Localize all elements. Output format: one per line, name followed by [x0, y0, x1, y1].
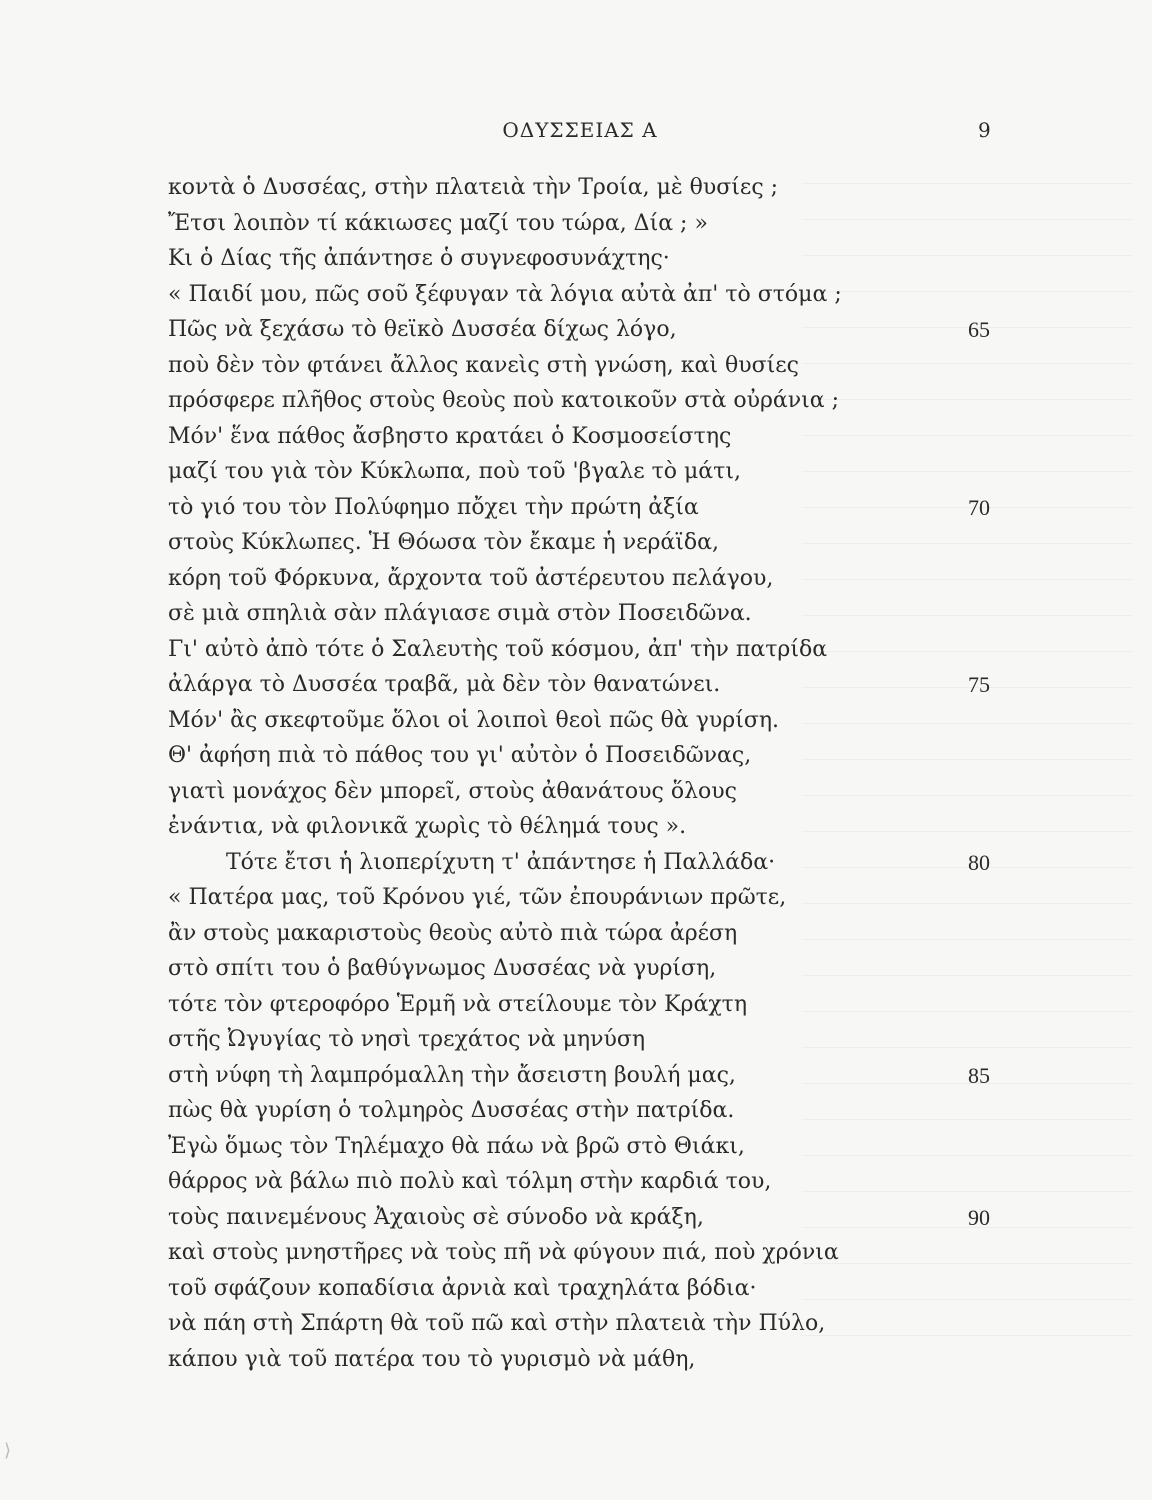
verse-line-text: πὼς θὰ γυρίση ὁ τολμηρὸς Δυσσέας στὴν πατρίδα. [168, 1098, 735, 1123]
verse-line [168, 1342, 1008, 1378]
verse-line [168, 1271, 1008, 1307]
verse-line-text: γιατὶ μονάχος δὲν μπορεῖ, στοὺς ἀθανάτους ὅλους [168, 778, 737, 804]
running-header [0, 118, 1152, 148]
verse-line [168, 454, 1008, 490]
verse-line-text: ποὺ δὲν τὸν φτάνει ἄλλος κανεὶς στὴ γνώση, καὶ θυσίες [168, 352, 799, 378]
verse-line [168, 1164, 1008, 1200]
verse-line-text: κάπου γιὰ τοῦ πατέρα του τὸ γυρισμὸ νὰ μάθη, [168, 1346, 696, 1372]
page-number: 9 [978, 118, 991, 142]
verse-line-text: ἀλάργα τὸ Δυσσέα τραβᾶ, μὰ δὲν τὸν θανατώνει. [168, 672, 721, 697]
line-number: 85 [968, 1062, 990, 1088]
verse-line [168, 170, 1008, 206]
verse-line-text: θάρρος νὰ βάλω πιὸ πολὺ καὶ τόλμη στὴν καρδιά του, [168, 1169, 772, 1194]
verse-line [168, 951, 1008, 987]
verse-line [168, 987, 1008, 1023]
verse-line-text: τοὺς παινεμένους Ἀχαιοὺς σὲ σύνοδο νὰ κράξη, [168, 1204, 704, 1230]
verse-line [168, 632, 1008, 668]
verse-line-text: στὸ σπίτι του ὁ βαθύγνωμος Δυσσέας νὰ γυρίση, [168, 956, 717, 981]
margin-mark: ⟩ [4, 1440, 12, 1461]
verse-line [168, 738, 1008, 774]
verse-line [168, 703, 1008, 739]
verse-line-text: τότε τὸν φτεροφόρο Ἑρμῆ νὰ στείλουμε τὸν Κράχτη [168, 991, 748, 1017]
verse-line [168, 1058, 1008, 1094]
verse-line [168, 596, 1008, 632]
line-number: 70 [968, 494, 990, 520]
verse-line [168, 1129, 1008, 1165]
verse-line [168, 774, 1008, 810]
verse-line-text: Ἔτσι λοιπὸν τί κάκιωσες μαζί του τώρα, Δία ; » [168, 210, 708, 236]
verse-line [168, 667, 1008, 703]
verse-line [168, 206, 1008, 242]
verse-line [168, 1022, 1008, 1058]
verse-line [168, 1306, 1008, 1342]
verse-line-text: Μόν' ἂς σκεφτοῦμε ὅλοι οἱ λοιποὶ θεοὶ πῶς θὰ γυρίση. [168, 707, 780, 733]
verse-line [168, 916, 1008, 952]
verse-line [168, 241, 1008, 277]
verse-line [168, 525, 1008, 561]
line-number: 90 [968, 1204, 990, 1230]
verse-line-text: μαζί του γιὰ τὸν Κύκλωπα, ποὺ τοῦ 'βγαλε τὸ μάτι, [168, 459, 741, 484]
verse-line-text: Κι ὁ Δίας τῆς ἀπάντησε ὁ συγνεφοσυνάχτης· [168, 246, 670, 271]
verse-line-text: καὶ στοὺς μνηστῆρες νὰ τοὺς πῆ νὰ φύγουν πιά, ποὺ χρόνια [168, 1240, 839, 1265]
verse-line-text: Θ' ἀφήση πιὰ τὸ πάθος του γι' αὐτὸν ὁ Ποσειδῶνας, [168, 743, 752, 768]
verse-line [168, 1093, 1008, 1129]
verse-line [168, 1235, 1008, 1271]
verse-line-text: κοντὰ ὁ Δυσσέας, στὴν πλατειὰ τὴν Τροία, μὲ θυσίες ; [168, 175, 779, 200]
verse-line-text: τοῦ σφάζουν κοπαδίσια ἀρνιὰ καὶ τραχηλάτα βόδια· [168, 1275, 757, 1301]
verse-line-text: στοὺς Κύκλωπες. Ἡ Θόωσα τὸν ἔκαμε ἡ νεράϊδα, [168, 530, 719, 555]
verse-line [168, 348, 1008, 384]
verse-line-text: Τότε ἔτσι ἡ λιοπερίχυτη τ' ἀπάντησε ἡ Παλλάδα· [226, 849, 776, 875]
verse-line [168, 845, 1008, 881]
verse-line-text: Μόν' ἕνα πάθος ἄσβηστο κρατάει ὁ Κοσμοσείστης [168, 423, 732, 449]
verse-line [168, 312, 1008, 348]
verse-line-text: Γι' αὐτὸ ἀπὸ τότε ὁ Σαλευτὴς τοῦ κόσμου, ἀπ' τὴν πατρίδα [168, 636, 828, 662]
verse-line [168, 561, 1008, 597]
verse-line-text: Πῶς νὰ ξεχάσω τὸ θεϊκὸ Δυσσέα δίχως λόγο, [168, 317, 677, 342]
verse-line-text: στῆς Ὠγυγίας τὸ νησὶ τρεχάτος νὰ μηνύση [168, 1027, 646, 1052]
verse-line-text: στὴ νύφη τὴ λαμπρόμαλλη τὴν ἄσειστη βουλή μας, [168, 1062, 736, 1088]
verse-line-text: κόρη τοῦ Φόρκυνα, ἄρχοντα τοῦ ἀστέρευτου πελάγου, [168, 565, 774, 591]
verse-line [168, 880, 1008, 916]
verse-line-text: Ἐγὼ ὅμως τὸν Τηλέμαχο θὰ πάω νὰ βρῶ στὸ Θιάκι, [168, 1133, 745, 1159]
verse-line [168, 383, 1008, 419]
verse-line [168, 419, 1008, 455]
verse-line-text: « Παιδί μου, πῶς σοῦ ξέφυγαν τὰ λόγια αὐτὰ ἀπ' τὸ στόμα ; [168, 281, 842, 307]
verse-line [168, 490, 1008, 526]
verse-line-text: σὲ μιὰ σπηλιὰ σὰν πλάγιασε σιμὰ στὸν Ποσειδῶνα. [168, 601, 752, 626]
verse-block [168, 170, 1008, 1377]
line-number: 80 [968, 849, 990, 875]
running-title: ΟΔΥΣΣΕΙΑΣ Α [502, 118, 658, 142]
verse-line-text: ἐνάντια, νὰ φιλονικᾶ χωρὶς τὸ θέλημά τους ». [168, 814, 687, 839]
verse-line [168, 809, 1008, 845]
verse-line-text: πρόσφερε πλῆθος στοὺς θεοὺς ποὺ κατοικοῦν στὰ οὐράνια ; [168, 388, 840, 413]
verse-line-text: ἂν στοὺς μακαριστοὺς θεοὺς αὐτὸ πιὰ τώρα ἀρέση [168, 920, 738, 946]
verse-line-text: τὸ γιό του τὸν Πολύφημο πὄχει τὴν πρώτη ἀξία [168, 494, 699, 520]
verse-line-text: « Πατέρα μας, τοῦ Κρόνου γιέ, τῶν ἐπουράνιων πρῶτε, [168, 885, 787, 910]
line-number: 65 [968, 317, 990, 342]
verse-line [168, 277, 1008, 313]
verse-line-text: νὰ πάη στὴ Σπάρτη θὰ τοῦ πῶ καὶ στὴν πλατειὰ τὴν Πύλο, [168, 1311, 826, 1336]
line-number: 75 [968, 672, 990, 697]
verse-line [168, 1200, 1008, 1236]
